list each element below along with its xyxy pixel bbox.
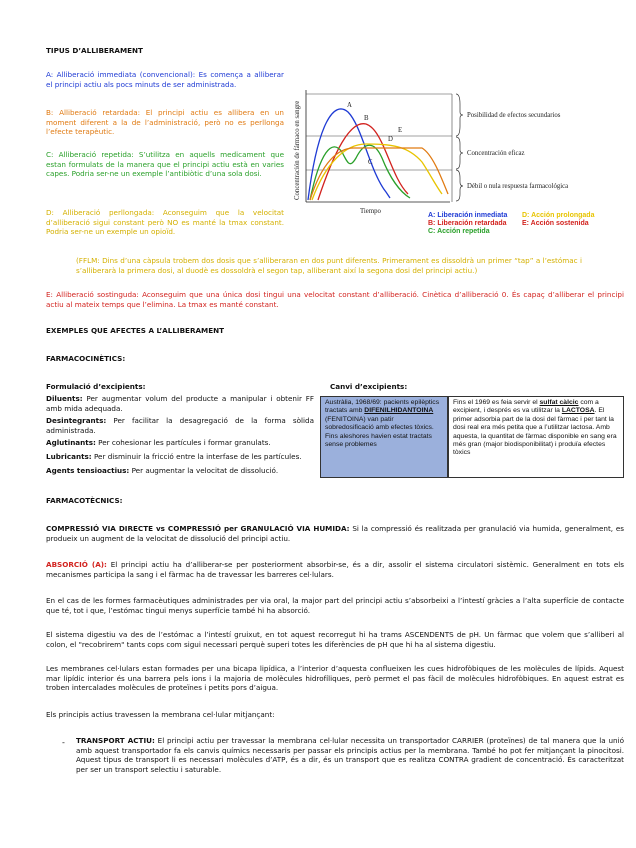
- figure-x-label: Tiempo: [360, 208, 381, 215]
- release-profile-figure: [290, 82, 626, 242]
- ffl-note: (FFLM: Dins d’una càpsula trobem dos dosis que s’alliberaran en dos punt diferents. Primerament es dissoldrà un primer “tap” a l’estómac i s’alliberarà la primera dosi, al duodè es dossoldrà el segon tap, alliberant així la segona dosi del principi actiu.): [76, 256, 582, 275]
- zone-high-label: Posibilidad de efectos secundarios: [467, 112, 561, 119]
- formulacio-title: Formulació d’excipients:: [46, 382, 146, 391]
- mitjancant-paragraph: Els principis actius travessen la membrana cel·lular mitjançant:: [46, 710, 275, 719]
- membrana-paragraph: Les membranes cel·lulars estan formades per una bicapa lipídica, a l’interior d’aquesta conflueixen les cues hidrofòbiques de les molècules de lípids. Aquest mar lipídic interior és una barrera pels ions i la majoria de molècules hidrofíliques, però permet el pas fàcil de molècules hidrofòbiques. En aquest estrat es troben intercalades molècules de proteïnes i petits pors d’aigua.: [46, 664, 624, 693]
- curve-label-b: B: [364, 115, 369, 122]
- tipus-heading: TIPUS D’ALLIBERAMENT: [46, 46, 143, 55]
- legend-c: C: Acción repetida: [428, 228, 490, 235]
- lubricants-item: Lubricants: Per disminuir la fricció entre la interfase de les partícules.: [46, 452, 302, 461]
- curve-label-d: D: [388, 136, 393, 143]
- legend-a: A: Liberación inmediata: [428, 212, 508, 219]
- type-e-text: E: Alliberació sostinguda: Aconseguim que una única dosi tingui una velocitat constant d’alliberació. Cinètica d’alliberació 0. És capaç d’alliberar el principi actiu al mateix temps que l’elimina. La tmax es manté constant.: [46, 290, 624, 309]
- legend-d: D: Acción prolongada: [522, 212, 595, 219]
- type-a-text: A: Alliberació immediata (convencional): Es comença a alliberar el principi actiu als pocs minuts de ser administrada.: [46, 70, 284, 89]
- curve-label-c: C: [368, 159, 373, 166]
- curve-d: [312, 144, 442, 200]
- case-box-right: Fins el 1969 es feia servir el sulfat càlcic com a excipient, i després es va utilitzar la LACTOSA. El primer adsorbia part de la dosi del fàrmac i per tant la dosi real era més petita que a l’utilitzar lactosa. Amb aquesta, la quantitat de fàrmac disponible en sang era més gran (major biodisponibilitat) i produïa efectes tòxics: [448, 396, 624, 478]
- legend-e: E: Acción sostenida: [522, 220, 589, 227]
- zone-mid-label: Concentración eficaz: [467, 150, 525, 157]
- bullet-dash: -: [62, 738, 65, 747]
- tensioactius-item: Agents tensioactius: Per augmentar la velocitat de dissolució.: [46, 466, 279, 475]
- curve-a: [308, 109, 390, 200]
- digestiu-paragraph: El sistema digestiu va des de l’estómac a l’intestí gruixut, en tot aquest recorregut hi ha trams ASCENDENTS de pH. Un fàrmac que volem que s’alliberi al colon, el "recobrirem" tants cops com sigui necessari perquè superi totes les diferències de pH que hi ha al sistema digestiu.: [46, 630, 624, 649]
- canvi-title: Canvi d’excipients:: [330, 382, 408, 391]
- farmacocinetics-heading: FARMACOCINÈTICS:: [46, 354, 126, 363]
- absorcio-text: ABSORCIÓ (A): El principi actiu ha d’alliberar-se per posteriorment absorbir-se, és a dir, assolir el sistema circulatori sistèmic. Generalment en tots els mecanismes participa la sang i el fàrmac ha de travessar les barreres cel·lulars.: [46, 560, 624, 579]
- legend-b: B: Liberación retardada: [428, 220, 507, 227]
- desintegrants-item: Desintegrants: Per facilitar la desagregació de la forma sòlida administrada.: [46, 416, 314, 435]
- curve-b: [318, 124, 408, 200]
- curve-e: [310, 148, 448, 200]
- case-box-left: Austràlia, 1968/69: pacients epilèptics tractats amb DIFENILHIDANTOINA (FENITOINA) van patir sobredosificació amb efectes tòxics. Fins aleshores havien estat tractats sense problemes: [320, 396, 448, 478]
- curve-label-e: E: [398, 127, 403, 134]
- transport-actiu-item: TRANSPORT ACTIU: El principi actiu per travessar la membrana cel·lular necessita un transportador CARRIER (proteïnes) de tal manera que la unió amb aquest transportador fa els canvis químics necessaris per passar els principis actius per la membrana. També ho pot fer mitjançant la pinocitosi. Aquest tipus de transport li es necessari molècules d’ATP, és a dir, és un transport que es realitza CONTRA gradient de concentració. És caracteritzat per ser un transport selectiu i saturable.: [76, 736, 624, 774]
- type-b-text: B: Alliberació retardada: El principi actiu es allibera en un moment diferent a la de l’administració, però no es perllonga l’efecte terapèutic.: [46, 108, 284, 137]
- oral-paragraph: En el cas de les formes farmacèutiques administrades per via oral, la major part del principi actiu s’absorbeixi a l’intestí gràcies a l’alta superfície de contacte que té, tot i que, l’estómac tingui menys superfície també hi ha absorció.: [46, 596, 624, 615]
- zone-low-label: Débil o nula respuesta farmacológica: [467, 183, 569, 190]
- compressio-text: COMPRESSIÓ VIA DIRECTE vs COMPRESSIÓ per GRANULACIÓ VIA HUMIDA: Si la compressió és realitzada per granulació via humida, generalment, es produeix un augment de la velocitat de dissolució del principi actiu.: [46, 524, 625, 543]
- diluents-item: Diluents: Per augmentar volum del producte a manipular i obtenir FF amb mida adequada.: [46, 394, 314, 413]
- type-c-text: C: Alliberació repetida: S’utilitza en aquells medicament que estan formulats de la manera que el principi actiu està en varies capes. Podria ser-ne un exemple l’antibiòtic d’una sola dosi.: [46, 150, 284, 179]
- figure-y-label: Concentración de fármaco en sangre: [294, 100, 301, 200]
- exemples-heading: EXEMPLES QUE AFECTES A L’ALLIBERAMENT: [46, 326, 225, 335]
- curve-label-a: A: [347, 102, 352, 109]
- type-d-text: D: Alliberació perllongada: Aconseguim que la velocitat d’alliberació sigui constant però NO es manté la tmax constant. Podria ser-ne un exemple un opioïd.: [46, 208, 284, 237]
- aglutinants-item: Aglutinants: Per cohesionar les partícules i formar granulats.: [46, 438, 271, 447]
- farmacotecnics-heading: FARMACOTÈCNICS:: [46, 496, 123, 505]
